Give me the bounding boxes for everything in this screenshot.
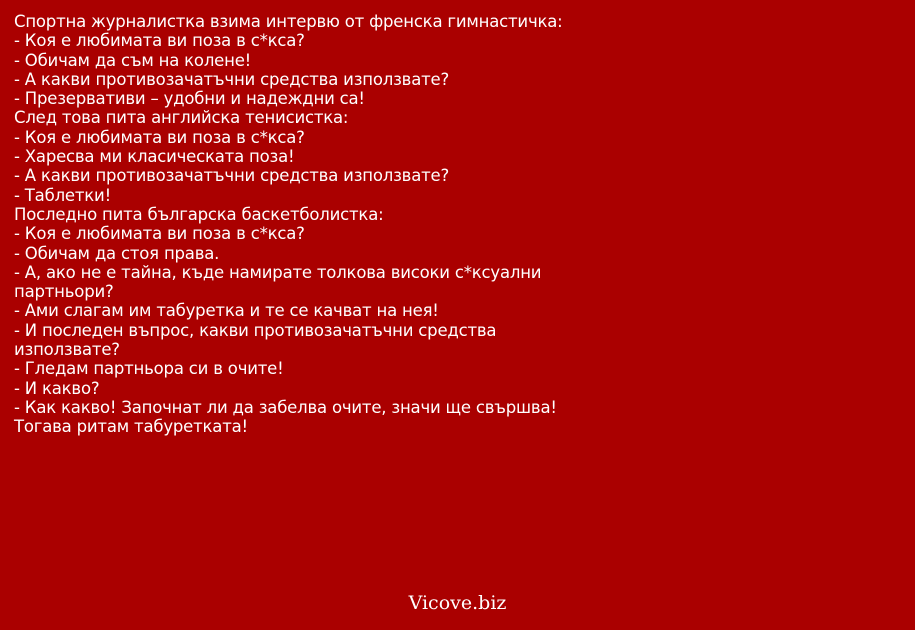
joke-line: - А какви противозачатъчни средства използвате? (14, 69, 450, 89)
joke-line: След това пита английска тенисистка: (14, 108, 349, 128)
joke-line: - Презервативи – удобни и надеждни са! (14, 89, 365, 109)
joke-line: - Коя е любимата ви поза в с*кса? (14, 224, 305, 244)
joke-line: - Обичам да стоя права. (14, 243, 220, 263)
joke-line: - Ами слагам им табуретка и те се качват на нея! (14, 301, 439, 321)
joke-line: - А, ако не е тайна, къде намирате толкова високи с*ксуални партньори? (14, 262, 542, 302)
joke-line: - Как какво! Започнат ли да забелва очите, значи ще свършва! Тогава ритам табуретката! (14, 397, 557, 437)
joke-line: - И последен въпрос, какви противозачатъчни средства използвате? (14, 320, 497, 360)
site-watermark: Vicove.biz (408, 592, 507, 614)
joke-line: - И какво? (14, 378, 100, 398)
joke-line: - Гледам партньора си в очите! (14, 359, 284, 379)
joke-line: - Коя е любимата ви поза в с*кса? (14, 31, 305, 51)
joke-line: - Коя е любимата ви поза в с*кса? (14, 127, 305, 147)
joke-line: - Харесва ми класическата поза! (14, 147, 295, 167)
joke-line: - А какви противозачатъчни средства използвате? (14, 166, 450, 186)
joke-line: - Обичам да съм на колене! (14, 50, 252, 70)
joke-text (14, 12, 584, 437)
joke-line: - Таблетки! (14, 185, 111, 205)
joke-line: Спортна журналистка взима интервю от френска гимнастичка: (14, 12, 563, 31)
joke-line: Последно пита българска баскетболистка: (14, 204, 384, 224)
